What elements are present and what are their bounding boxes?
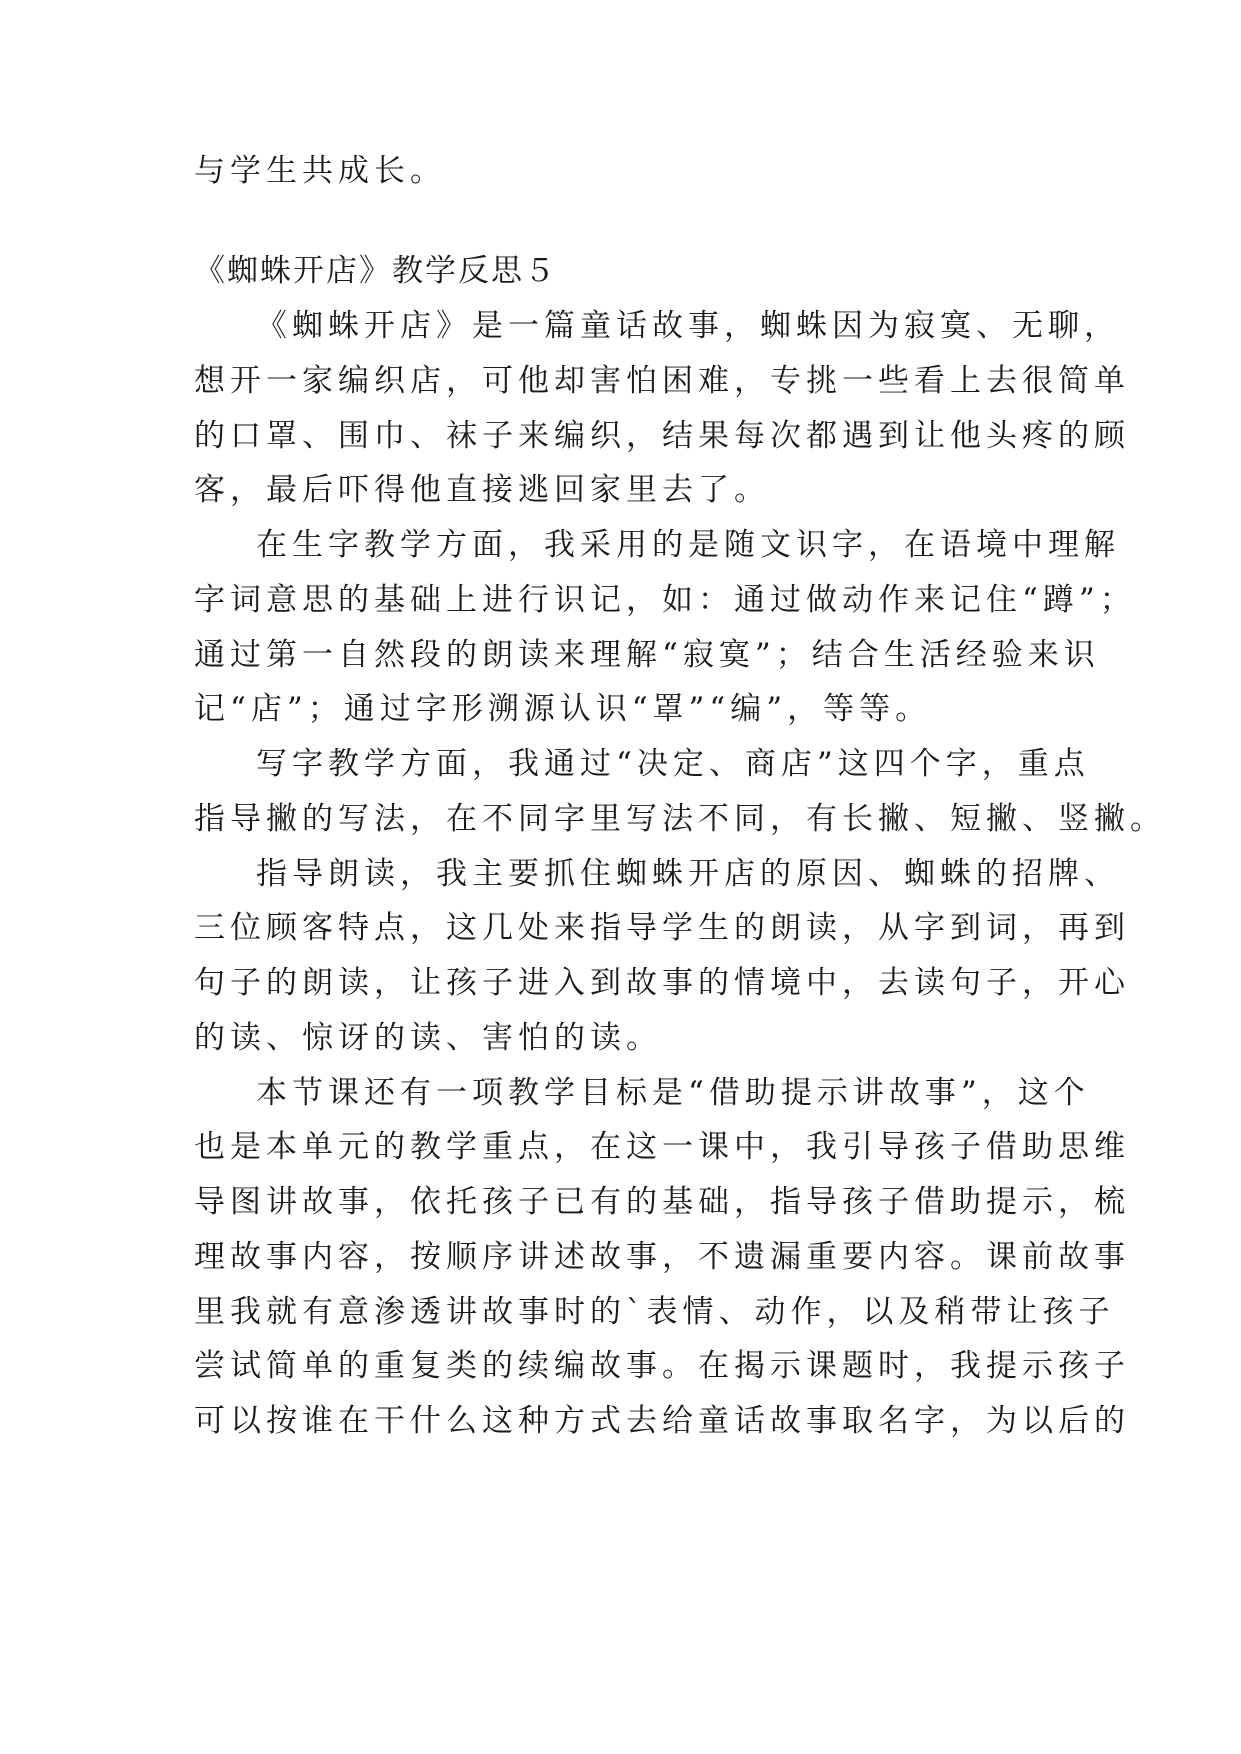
paragraph-line: 理故事内容，按顺序讲述故事，不遗漏重要内容。课前故事	[194, 1239, 1130, 1275]
paragraph-line: 句子的朗读，让孩子进入到故事的情境中，去读句子，开心	[194, 965, 1130, 1001]
paragraph-line: 写字教学方面，我通过“决定、商店”这四个字，重点	[256, 746, 1090, 782]
paragraph-line: 客，最后吓得他直接逃回家里去了。	[194, 472, 770, 508]
paragraph-line: 本节课还有一项教学目标是“借助提示讲故事”，这个	[256, 1075, 1090, 1111]
paragraph-line: 尝试简单的重复类的续编故事。在揭示课题时，我提示孩子	[194, 1348, 1130, 1384]
paragraph-line: 三位顾客特点，这几处来指导学生的朗读，从字到词，再到	[194, 910, 1130, 946]
paragraph-line: 在生字教学方面，我采用的是随文识字，在语境中理解	[256, 527, 1120, 563]
paragraph-line: 《蜘蛛开店》是一篇童话故事，蜘蛛因为寂寞、无聊，	[256, 308, 1120, 344]
paragraph-line: 里我就有意渗透讲故事时的`表情、动作，以及稍带让孩子	[194, 1294, 1115, 1330]
paragraph-line: 想开一家编织店，可他却害怕困难，专挑一些看上去很简单	[194, 363, 1130, 399]
paragraph-line: 的读、惊讶的读、害怕的读。	[194, 1020, 662, 1056]
carryover-line: 与学生共成长。	[194, 153, 446, 189]
paragraph-line: 字词意思的基础上进行识记，如：通过做动作来记住“蹲”；	[194, 582, 1136, 618]
paragraph-line: 的口罩、围巾、袜子来编织，结果每次都遇到让他头疼的顾	[194, 418, 1130, 454]
section-title: 《蜘蛛开店》教学反思５	[194, 253, 557, 289]
paragraph-line: 指导朗读，我主要抓住蜘蛛开店的原因、蜘蛛的招牌、	[256, 856, 1120, 892]
paragraph-line: 可以按谁在干什么这种方式去给童话故事取名字，为以后的	[194, 1403, 1130, 1439]
paragraph-line: 指导撇的写法，在不同字里写法不同，有长撇、短撇、竖撇。	[194, 801, 1166, 837]
paragraph-line: 记“店”；通过字形溯源认识“罩”“编”，等等。	[194, 691, 932, 727]
paragraph-line: 也是本单元的教学重点，在这一课中，我引导孩子借助思维	[194, 1129, 1130, 1165]
paragraph-line: 通过第一自然段的朗读来理解“寂寞”；结合生活经验来识	[194, 637, 1100, 673]
paragraph-line: 导图讲故事，依托孩子已有的基础，指导孩子借助提示，梳	[194, 1184, 1130, 1220]
